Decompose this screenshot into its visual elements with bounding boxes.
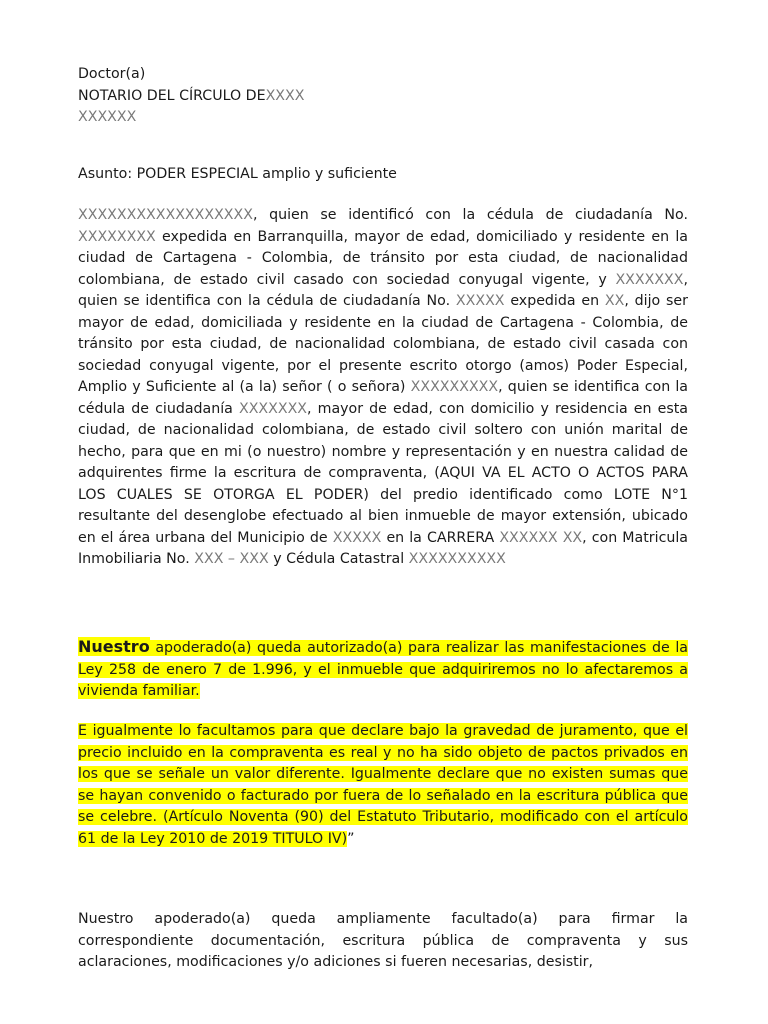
addressee-placeholder: XXXX bbox=[265, 87, 305, 104]
addressee-city-placeholder: XXXXXX bbox=[78, 109, 137, 125]
addressee-title: Doctor(a) bbox=[78, 66, 146, 82]
body-text: en la CARRERA bbox=[381, 529, 500, 546]
body-text: y Cédula Catastral bbox=[268, 551, 409, 567]
body-text: , quien se identifica con la cédula de ciudadanía bbox=[78, 379, 688, 417]
body-text: , dijo ser mayor de edad, domiciliada y residente en la ciudad de Cartagena - Colombia, de tránsito por esta ciudad, de nacionalidad colombiana, de estado civil casada con sociedad conyugal vigente, por el presente escrito otorgo (amos) Poder Especial, Amplio y Suficiente al (a la) señor ( o señora) bbox=[78, 293, 688, 395]
lead-word: Nuestro bbox=[78, 637, 150, 656]
placeholder-second-id: XXXXX bbox=[455, 293, 505, 309]
body-text: , quien se identifica con la cédula de ciudadanía No. bbox=[78, 271, 688, 309]
highlighted-text: E igualmente lo facultamos para que declare bajo la gravedad de juramento, que el precio incluido en la compraventa es real y no ha sido objeto de pactos privados en los que se señale un valor diferente. Igualmente declare que no existen sumas que se hayan convenido o facturado por fuera de lo señalado en la escritura pública que se celebre. (Artículo Noventa (90) del Estatuto Tributario, modificado con el artículo 61 de la Ley 2010 de 2019 TITULO IV) bbox=[78, 723, 688, 847]
body-text: , quien se identificó con la cédula de ciudadanía No. bbox=[252, 207, 688, 223]
placeholder-attorney-id: XXXXXXX bbox=[238, 400, 308, 417]
body-text: , con Matricula Inmobiliaria No. bbox=[78, 529, 688, 567]
placeholder-cadastral: XXXXXXXXXX bbox=[408, 551, 506, 567]
paragraph-attorney-powers bbox=[78, 909, 688, 974]
paragraph-power-grant bbox=[78, 205, 688, 571]
placeholder-municipality: XXXXX bbox=[332, 529, 382, 546]
addressee-office bbox=[78, 86, 688, 108]
closing-quote: ” bbox=[347, 830, 355, 847]
highlighted-text: apoderado(a) queda autorizado(a) para realizar las manifestaciones de la Ley 258 de enero 7 de 1.996, y el inmueble que adquiriremos no lo afectaremos a vivienda familiar. bbox=[78, 640, 688, 699]
placeholder-registration: XXX – XXX bbox=[194, 551, 269, 567]
body-text: , mayor de edad, con domicilio y residencia en esta ciudad, de nacionalidad colombiana, de estado civil soltero con unión marital de hecho, para que en mi (o nuestro) nombre y representación y en nuestra calidad de adquirentes firme la escritura de compraventa, (AQUI VA EL ACTO O ACTOS PARA LOS CUALES SE OTORGA EL PODER) del predio identificado como LOTE N°1 resultante del desenglobe efectuado al bien inmueble de mayor extensión, ubicado en el área urbana del Municipio de bbox=[78, 400, 689, 546]
placeholder-address: XXXXXX XX bbox=[499, 529, 583, 546]
body-text: Nuestro apoderado(a) queda ampliamente facultado(a) para firmar la correspondiente documentación, escritura pública de compraventa y sus aclaraciones, modificaciones y/o adiciones si fueren necesarias, desistir, bbox=[78, 911, 688, 970]
body-text: expedida en bbox=[504, 293, 605, 309]
placeholder-second-grantor: XXXXXXX bbox=[615, 271, 684, 288]
paragraph-law-258 bbox=[78, 636, 688, 703]
placeholder-grantor-name: XXXXXXXXXXXXXXXXXX bbox=[78, 207, 253, 223]
placeholder-attorney-name: XXXXXXXXX bbox=[410, 379, 499, 395]
addressee-block bbox=[78, 64, 688, 129]
paragraph-sworn-declaration bbox=[78, 721, 688, 850]
body-text: expedida en Barranquilla, mayor de edad, domiciliado y residente en la ciudad de Cartagena - Colombia, de tránsito por esta ciudad, de nacionalidad colombiana, de estado civil casado con sociedad conyugal vigente, y bbox=[78, 228, 688, 288]
placeholder-grantor-id: XXXXXXXX bbox=[78, 228, 156, 245]
addressee-office-text: NOTARIO DEL CÍRCULO DE bbox=[78, 87, 266, 104]
placeholder-issue-city: XX bbox=[604, 293, 625, 309]
subject-line: Asunto: PODER ESPECIAL amplio y suficiente bbox=[78, 166, 397, 182]
